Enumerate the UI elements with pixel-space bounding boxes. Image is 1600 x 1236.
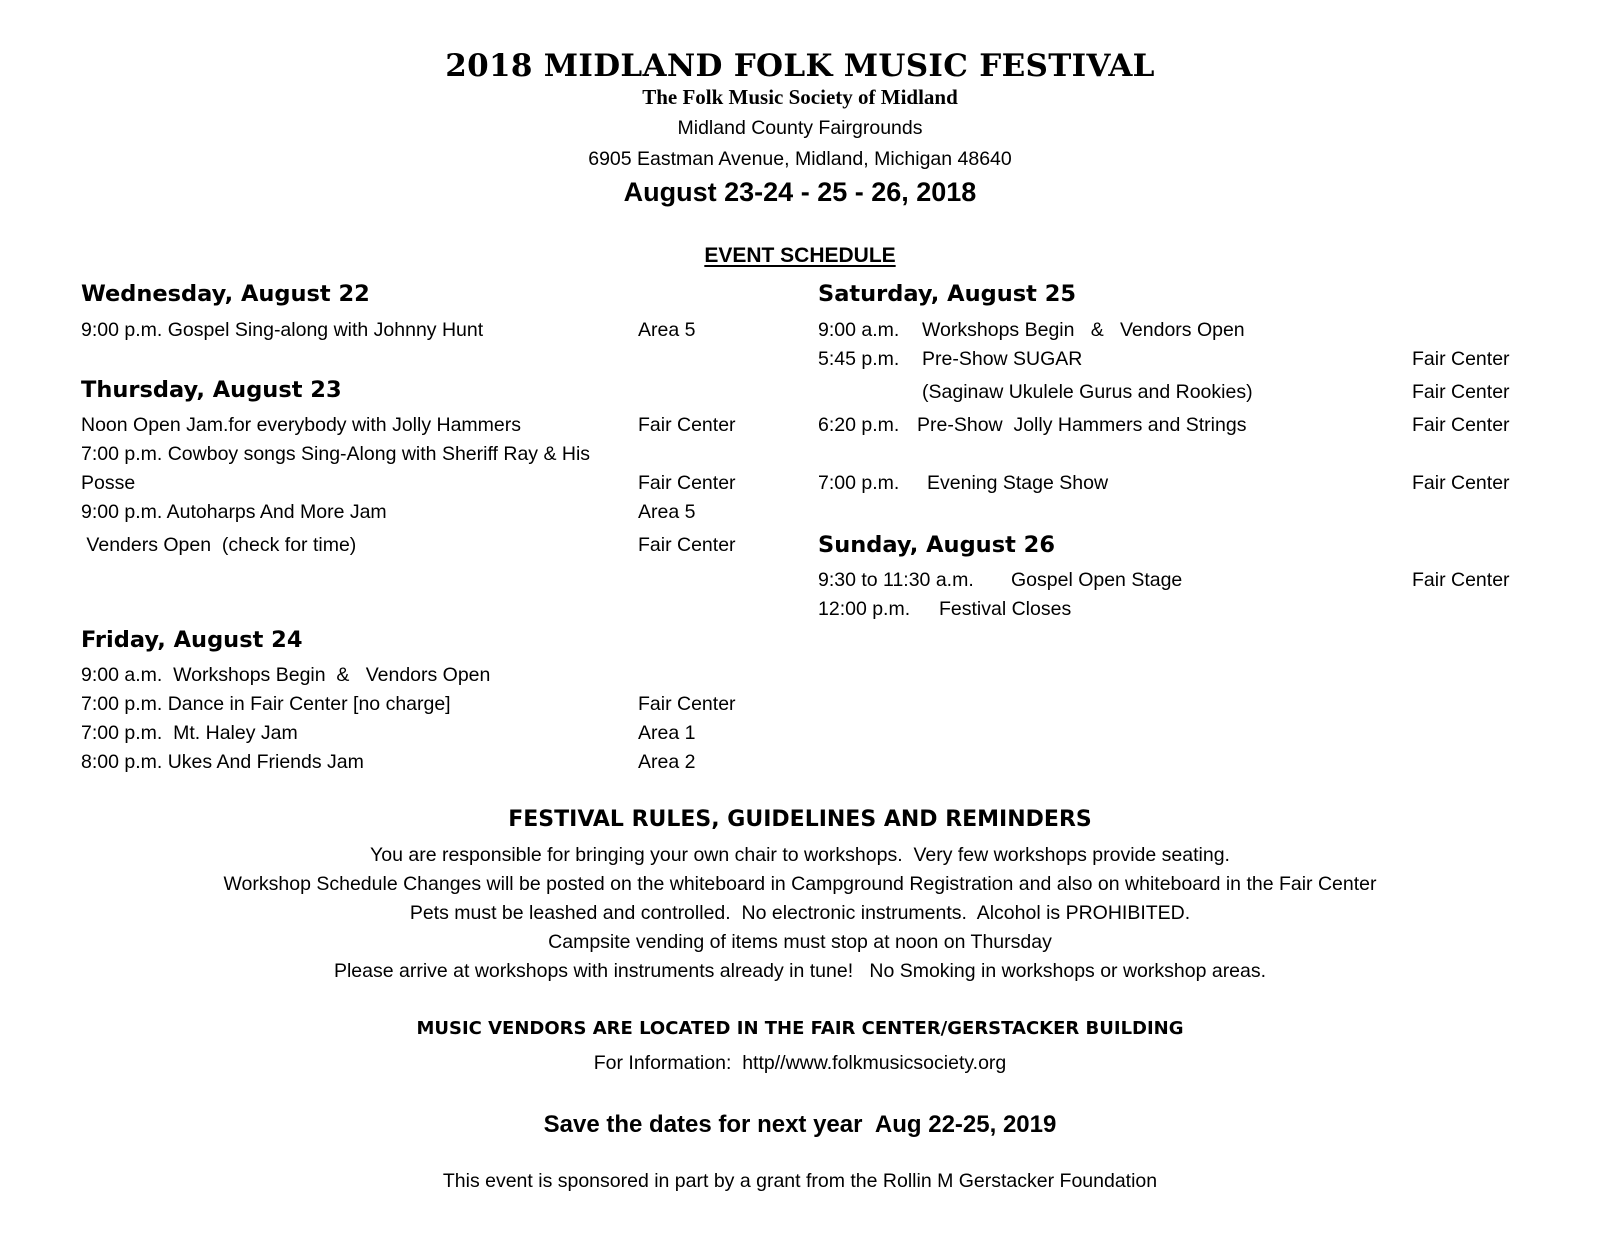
event-time: 9:30 to 11:30 a.m. [818,569,974,591]
event-description: 9:00 p.m. Autoharps And More Jam [81,501,387,523]
rule-line: Campsite vending of items must stop at noon on Thursday [548,931,1052,953]
event-description: Posse [81,472,136,494]
info-website: For Information: http//www.folkmusicsociety.org [593,1052,1007,1074]
event-time: 9:00 a.m. [818,319,900,341]
festival-title: 2018 MIDLAND FOLK MUSIC FESTIVAL [445,48,1155,84]
event-description: Evening Stage Show [927,472,1109,494]
rule-line: Pets must be leashed and controlled. No electronic instruments. Alcohol is PROHIBITED. [409,902,1191,924]
event-description: 7:00 p.m. Cowboy songs Sing-Along with Sheriff Ray & His [81,443,591,465]
event-location: Fair Center [1412,348,1510,370]
rule-line: You are responsible for bringing your own chair to workshops. Very few workshops provide seating. [370,844,1230,866]
event-description: Gospel Open Stage [1011,569,1183,591]
event-description: Venders Open (check for time) [81,534,357,556]
event-location: Area 2 [638,751,696,773]
event-location: Fair Center [1412,381,1510,403]
society-name: The Folk Music Society of Midland [642,85,958,109]
schedule-row [818,569,1518,593]
event-description: Noon Open Jam.for everybody with Jolly Hammers [81,414,521,436]
event-location: Area 5 [638,319,696,341]
event-description: Pre-Show Jolly Hammers and Strings [917,414,1247,436]
event-schedule-heading: EVENT SCHEDULE [704,244,896,267]
rules-heading: FESTIVAL RULES, GUIDELINES AND REMINDERS [508,807,1092,832]
schedule-row [81,722,731,746]
event-description: 7:00 p.m. Mt. Haley Jam [81,722,298,744]
schedule-row [81,751,731,775]
event-description: (Saginaw Ukulele Gurus and Rookies) [922,381,1253,403]
save-the-dates: Save the dates for next year Aug 22-25, 2019 [543,1111,1057,1138]
event-description: Workshops Begin & Vendors Open [922,319,1245,341]
event-description: 9:00 a.m. Workshops Begin & Vendors Open [81,664,491,686]
event-time: 12:00 p.m. [818,598,911,620]
event-location: Fair Center [1412,569,1510,591]
schedule-row [818,598,1518,622]
event-location: Fair Center [1412,472,1510,494]
event-location: Fair Center [638,534,736,556]
event-description: 7:00 p.m. Dance in Fair Center [no charge] [81,693,451,715]
event-location: Area 5 [638,501,696,523]
schedule-row [818,472,1518,496]
venue-address: 6905 Eastman Avenue, Midland, Michigan 48640 [588,148,1012,170]
event-time: 7:00 p.m. [818,472,900,494]
event-description: Festival Closes [939,598,1072,620]
event-description: 8:00 p.m. Ukes And Friends Jam [81,751,364,773]
schedule-row [81,414,736,438]
day-heading-thursday: Thursday, August 23 [81,377,342,403]
event-description: 9:00 p.m. Gospel Sing-along with Johnny Hunt [81,319,484,341]
rule-line: Workshop Schedule Changes will be posted on the whiteboard in Campground Registration and also on whiteboard in the Fair Center [223,873,1377,895]
event-location: Fair Center [638,693,736,715]
day-heading-saturday: Saturday, August 25 [818,281,1077,307]
schedule-row [818,348,1518,372]
venue-name: Midland County Fairgrounds [677,117,923,139]
schedule-row [81,443,731,467]
schedule-row [81,319,731,343]
vendors-location-notice: MUSIC VENDORS ARE LOCATED IN THE FAIR CENTER/GERSTACKER BUILDING [416,1018,1184,1039]
event-time: 5:45 p.m. [818,348,900,370]
schedule-row [81,664,731,688]
day-heading-wednesday: Wednesday, August 22 [81,281,370,307]
event-location: Area 1 [638,722,696,744]
event-location: Fair Center [638,414,736,436]
sponsor-note: This event is sponsored in part by a grant from the Rollin M Gerstacker Foundation [442,1170,1158,1192]
schedule-row [818,414,1518,438]
day-heading-friday: Friday, August 24 [81,627,303,653]
festival-dates: August 23-24 - 25 - 26, 2018 [623,177,977,207]
event-description: Pre-Show SUGAR [922,348,1083,370]
schedule-row [81,501,731,525]
schedule-row [81,534,736,558]
schedule-row [81,693,736,717]
event-location: Fair Center [1412,414,1510,436]
schedule-row [81,472,736,496]
schedule-row [818,381,1518,405]
event-time: 6:20 p.m. [818,414,900,436]
day-heading-sunday: Sunday, August 26 [818,532,1055,558]
schedule-row [818,319,1518,343]
event-location: Fair Center [638,472,736,494]
rule-line: Please arrive at workshops with instruments already in tune! No Smoking in workshops or workshop areas. [333,960,1267,982]
